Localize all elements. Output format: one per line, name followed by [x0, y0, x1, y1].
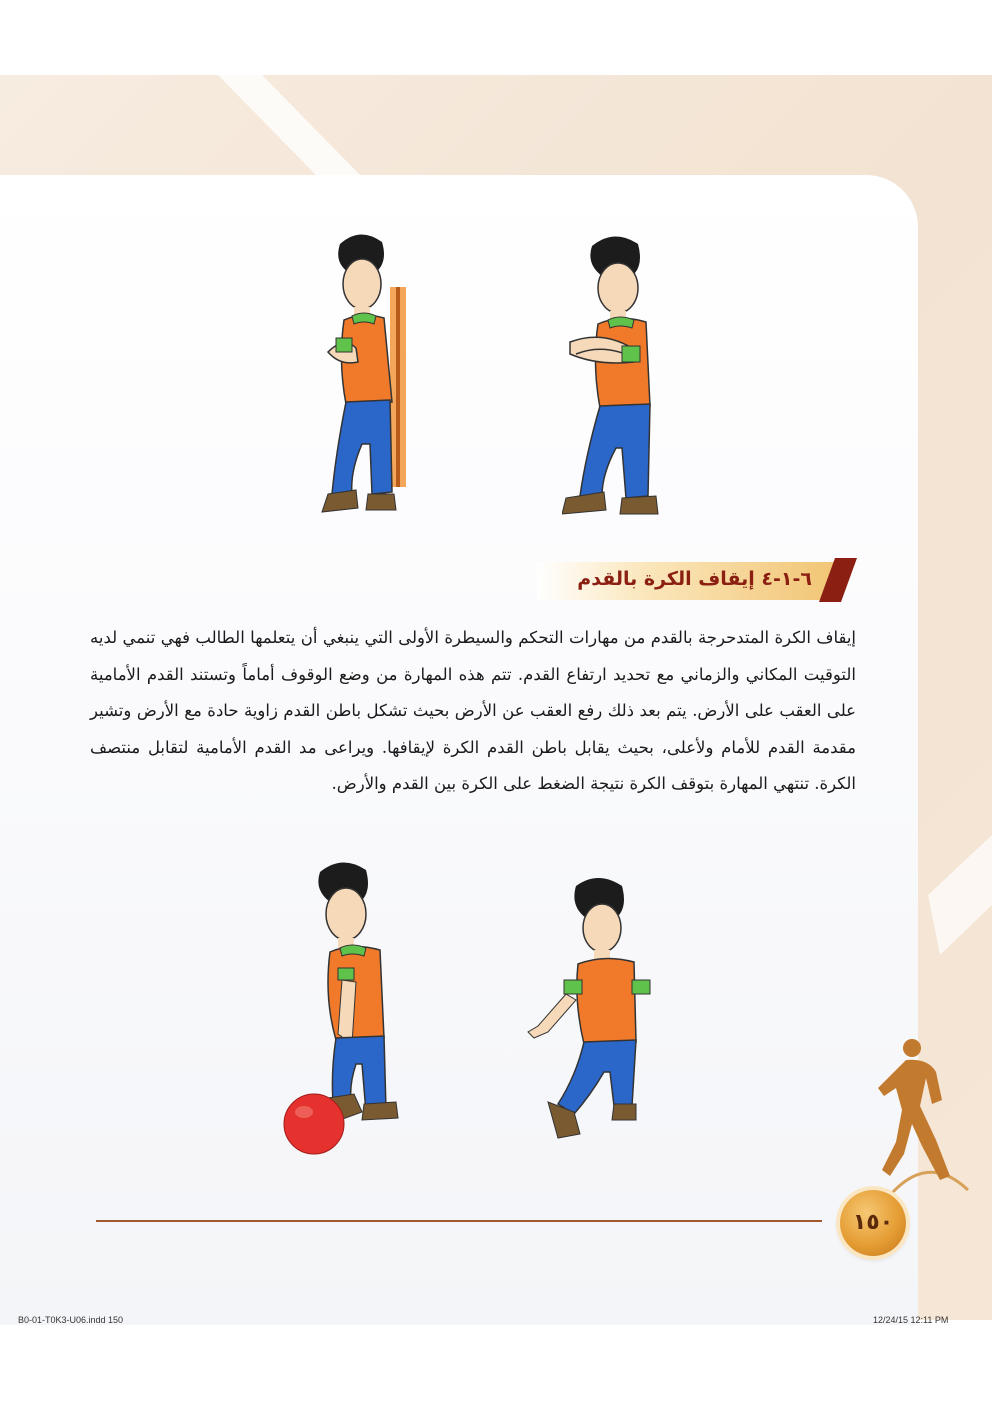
footer-rule [96, 1220, 822, 1222]
print-slug-timestamp: 12/24/15 12:11 PM [873, 1315, 949, 1325]
section-title: ٦-١-٤ إيقاف الكرة بالقدم [577, 568, 812, 590]
figure-boy-arms-crossed [562, 234, 672, 524]
figure-boy-stopping-ball [280, 858, 410, 1158]
page-number: ١٥٠ [852, 1210, 894, 1235]
body-paragraph: إيقاف الكرة المتدحرجة بالقدم من مهارات التحكم والسيطرة الأولى التي ينبغي أن يتعلمها الطالب فهي تنمي لديه التوقيت المكاني والزماني مع تحديد ارتفاع القدم. تتم هذه المهارة من وضع الوقوف أماماً وتستند القدم الأمامية على العقب على الأرض. يتم بعد ذلك رفع العقب عن الأرض بحيث تشكل باطن القدم زاوية حادة مع الأرض وتشير مقدمة القدم للأمام ولأعلى، بحيث يقابل باطن القدم الكرة لإيقافها. ويراعى مد القدم الأمامية لتقابل منتصف الكرة. تنتهي المهارة بتوقف الكرة نتيجة الضغط على الكرة بين القدم والأرض. [90, 628, 856, 793]
runner-logo-icon [876, 1030, 976, 1210]
print-slug-file: B0-01-T0K3-U06.indd 150 [18, 1315, 124, 1325]
figure-boy-walking [518, 876, 658, 1146]
page-number-badge [840, 1190, 906, 1256]
figure-boy-against-wall [310, 232, 420, 522]
